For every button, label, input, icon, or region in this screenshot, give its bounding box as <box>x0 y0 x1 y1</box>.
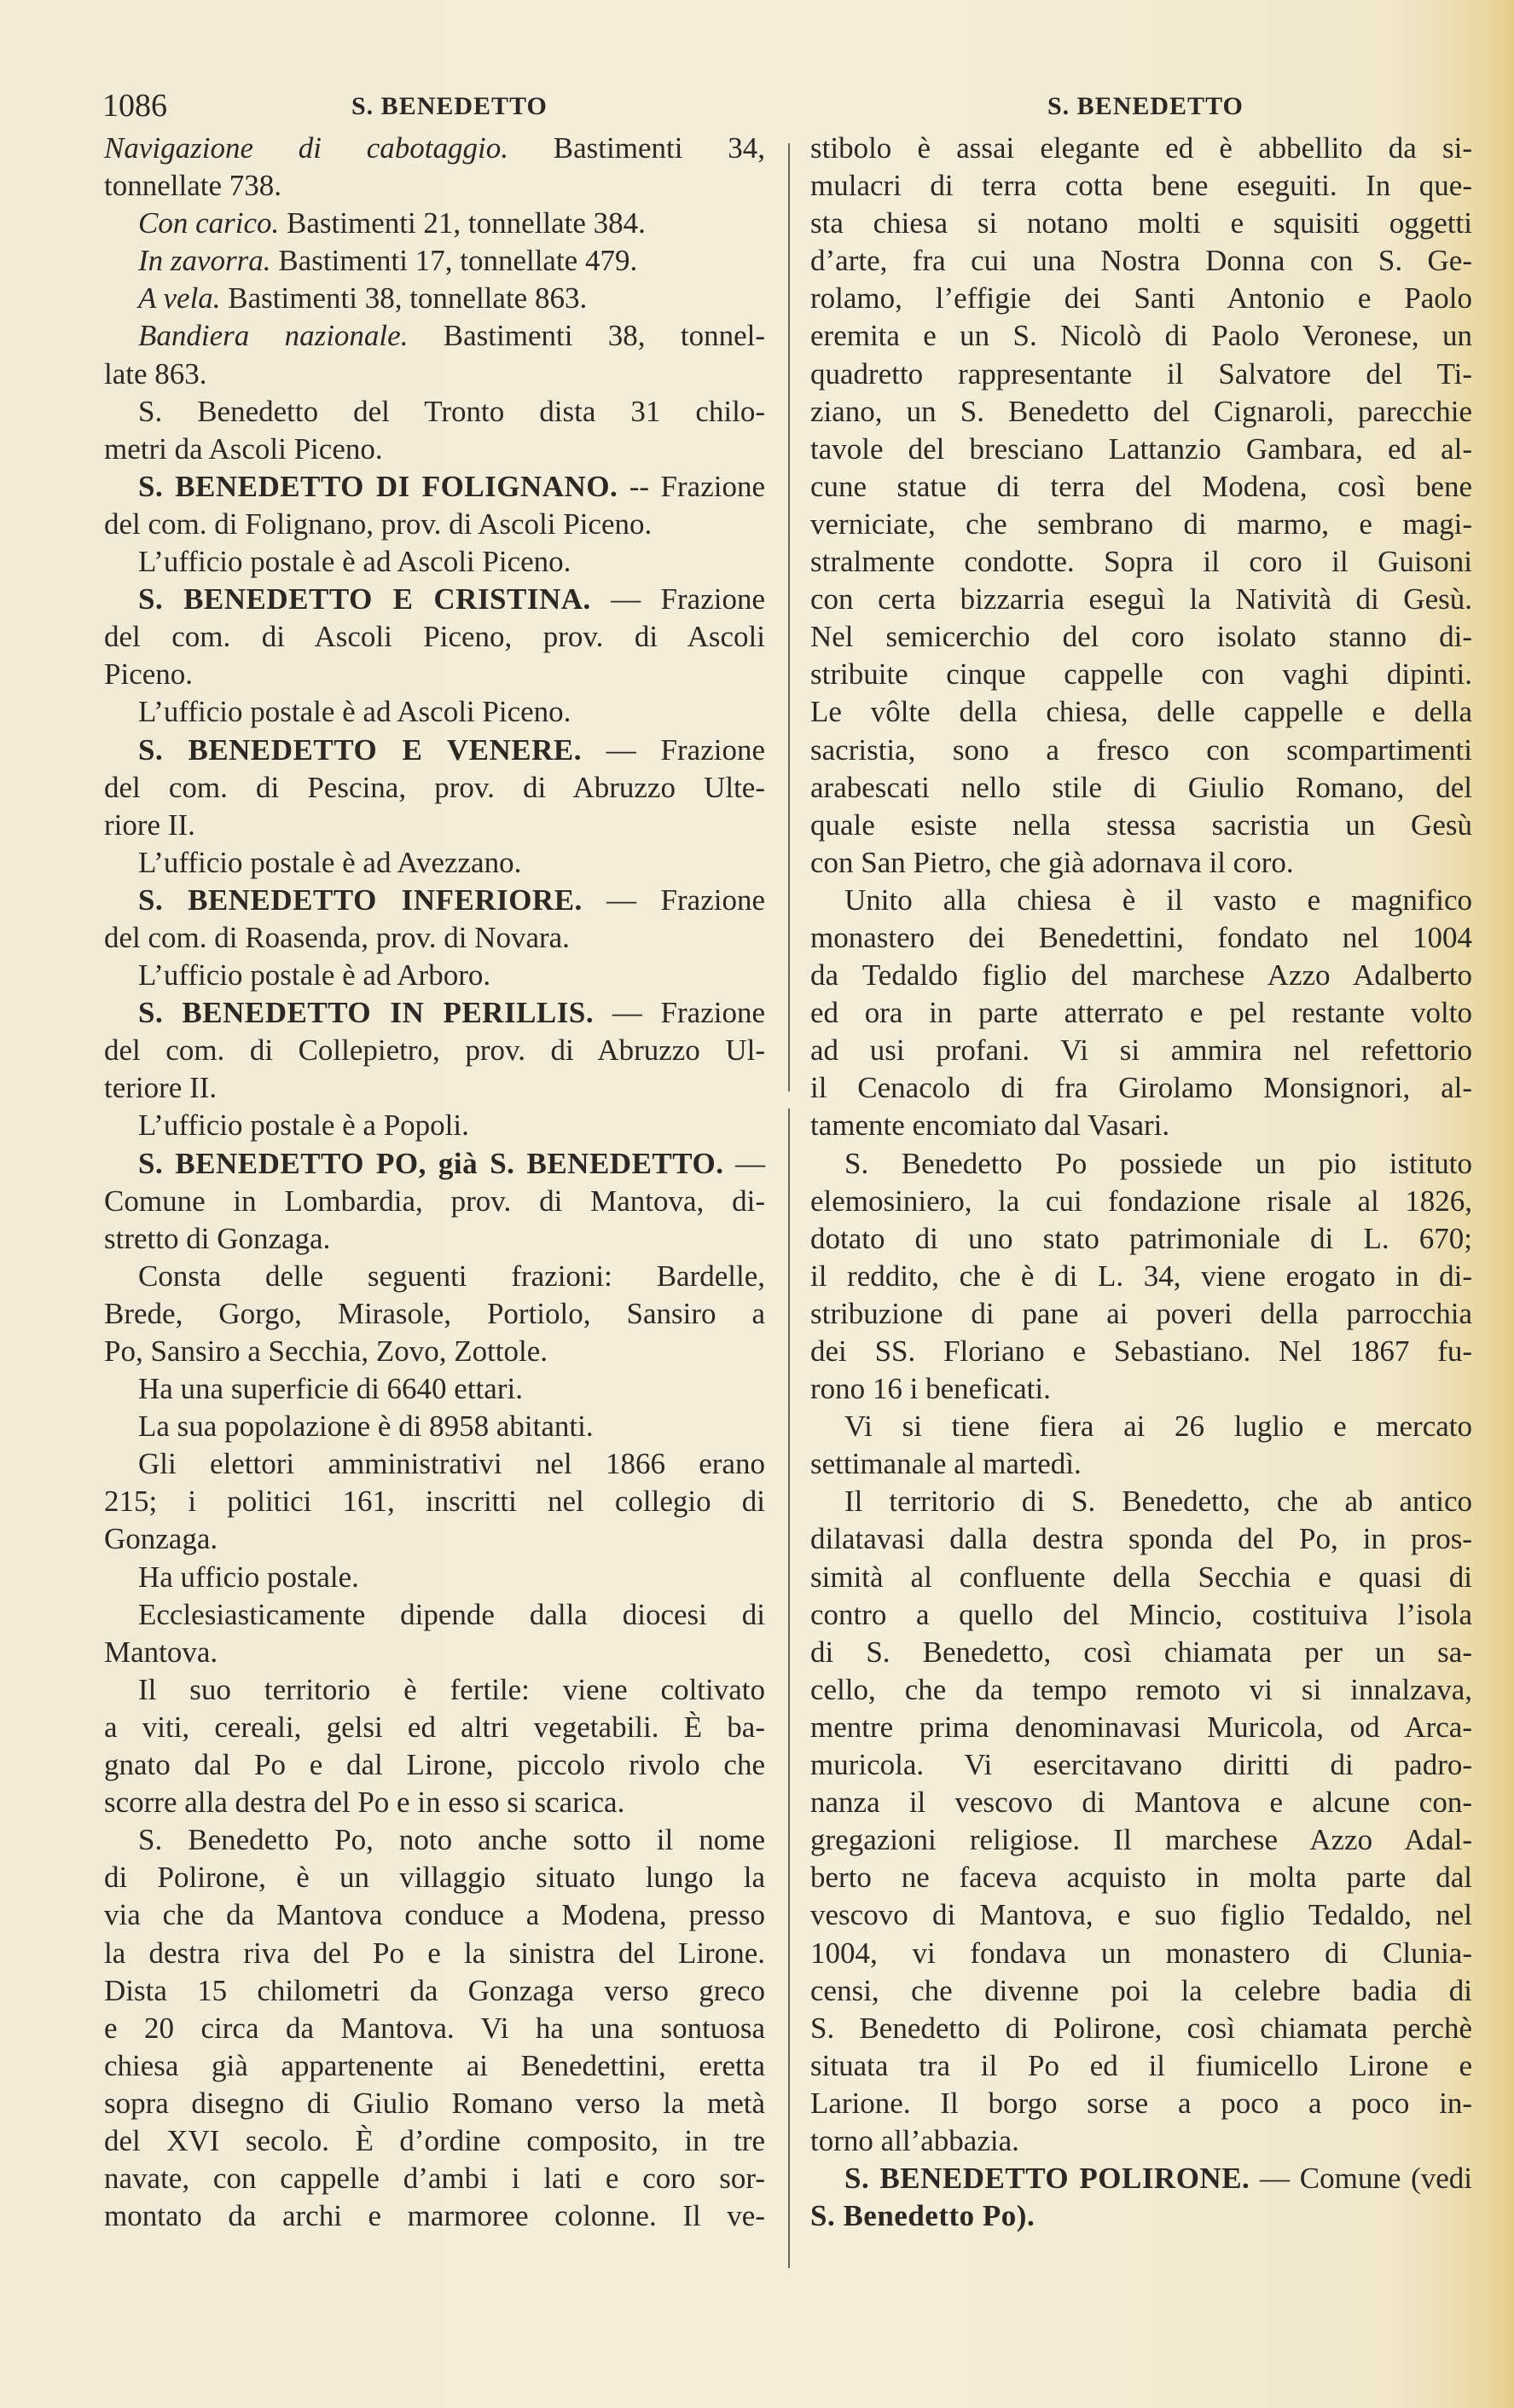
text: gnato dal Po e dal Lirone, piccolo rivolo che <box>104 1748 765 1782</box>
text: Le vôlte della chiesa, delle cappelle e della <box>810 695 1472 729</box>
text-line <box>810 2122 1472 2160</box>
text-line <box>104 543 765 581</box>
text-line <box>810 242 1472 280</box>
text-line <box>810 1671 1472 1709</box>
paragraph <box>104 280 765 317</box>
text-line <box>810 957 1472 994</box>
text: di S. Benedetto, così chiamata per un sa- <box>810 1635 1472 1669</box>
paragraph <box>810 1145 1472 1409</box>
paragraph <box>810 2160 1472 2235</box>
text-line <box>104 1069 765 1107</box>
text: — Frazione <box>594 996 765 1030</box>
text-line <box>810 1821 1472 1859</box>
text: gregazioni religiose. Il marchese Azzo Adal- <box>810 1823 1472 1857</box>
text-line <box>810 1859 1472 1896</box>
text-line <box>810 1709 1472 1746</box>
text: tonnellate 738. <box>104 169 282 203</box>
text-line <box>810 2160 1472 2197</box>
paragraph <box>104 581 765 693</box>
column-rule <box>788 171 790 1091</box>
text: Consta delle seguenti frazioni: Bardelle, <box>138 1259 765 1293</box>
text-line <box>104 1559 765 1596</box>
text-line <box>104 957 765 994</box>
text: Brede, Gorgo, Mirasole, Portiolo, Sansiro a <box>104 1296 765 1330</box>
text: tamente encomiato dal Vasari. <box>810 1108 1170 1143</box>
text: metri da Ascoli Piceno. <box>104 431 383 466</box>
text-line <box>810 543 1472 581</box>
text-line <box>104 356 765 393</box>
text: dei SS. Floriano e Sebastiano. Nel 1867 fu- <box>810 1334 1472 1368</box>
text-line <box>810 280 1472 317</box>
text-line <box>104 882 765 919</box>
text-line <box>810 506 1472 543</box>
entry-heading: S. BENEDETTO IN PERILLIS. <box>138 996 595 1030</box>
text: Bastimenti 34, <box>508 131 765 165</box>
text: del com. di Collepietro, prov. di Abruzzo Ul- <box>104 1033 765 1068</box>
text: torno all’abbazia. <box>810 2123 1019 2157</box>
text-line <box>104 581 765 618</box>
text-line <box>810 167 1472 205</box>
text-line <box>810 1069 1472 1107</box>
text-line <box>810 919 1472 957</box>
text-line <box>810 1896 1472 1934</box>
paragraph <box>104 1821 765 2235</box>
text-line <box>810 656 1472 693</box>
text-line <box>810 1333 1472 1370</box>
text-line <box>104 1183 765 1220</box>
text-line <box>104 1596 765 1634</box>
text: sacristia, sono a fresco con scompartimenti <box>810 732 1472 767</box>
text: 215; i politici 161, inscritti nel collegio di <box>104 1485 765 1519</box>
text-line <box>104 1821 765 1859</box>
text-line <box>104 1107 765 1144</box>
text: Unito alla chiesa è il vasto e magnifico <box>844 883 1472 917</box>
text: — <box>723 1146 766 1180</box>
text: Il territorio di S. Benedetto, che ab antico <box>844 1485 1472 1519</box>
text-line <box>104 1935 765 1972</box>
text: del com. di Pescina, prov. di Abruzzo Ulte- <box>104 770 765 804</box>
text: Bastimenti 17, tonnellate 479. <box>270 244 638 278</box>
paragraph <box>810 130 1472 882</box>
text: L’ufficio postale è ad Ascoli Piceno. <box>138 545 571 579</box>
text: e 20 circa da Mantova. Vi ha una sontuosa <box>104 2011 765 2045</box>
text-line <box>104 242 765 280</box>
text-line <box>810 618 1472 656</box>
italic-text: Con carico. <box>138 206 280 240</box>
text: nanza il vescovo di Mantova e alcune con- <box>810 1786 1472 1820</box>
text: Vi si tiene fiera ai 26 luglio e mercato <box>844 1409 1472 1444</box>
text: a viti, cereali, gelsi ed altri vegetabili. È ba- <box>104 1710 765 1744</box>
text: settimanale al martedì. <box>810 1447 1082 1481</box>
text: dilatavasi dalla destra sponda del Po, in pros- <box>810 1522 1472 1556</box>
text-line <box>104 2085 765 2122</box>
text-line <box>810 468 1472 506</box>
paragraph <box>104 1445 765 1558</box>
text-line <box>104 1445 765 1483</box>
text: Gli elettori amministrativi nel 1866 erano <box>138 1447 765 1481</box>
text-line <box>104 994 765 1032</box>
text: del com. di Ascoli Piceno, prov. di Ascoli <box>104 620 765 654</box>
text-line <box>810 1258 1472 1295</box>
text: muricola. Vi esercitavano diritti di padro- <box>810 1748 1472 1782</box>
text: mentre prima denominavasi Muricola, od Arca- <box>810 1710 1472 1744</box>
paragraph <box>810 1483 1472 2160</box>
text: sopra disegno di Giulio Romano verso la metà <box>104 2086 765 2120</box>
text: Po, Sansiro a Secchia, Zovo, Zottole. <box>104 1334 548 1368</box>
text-line <box>104 656 765 693</box>
text: L’ufficio postale è ad Arboro. <box>138 958 491 993</box>
text-line <box>104 468 765 506</box>
text: da Tedaldo figlio del marchese Azzo Adalberto <box>810 958 1472 993</box>
text: tavole del bresciano Lattanzio Gambara, ed al- <box>810 431 1472 466</box>
paragraph <box>104 1145 765 1258</box>
text: dotato di uno stato patrimoniale di L. 670; <box>810 1221 1472 1255</box>
text-line <box>810 1145 1472 1183</box>
text-line <box>104 1709 765 1746</box>
text-line <box>104 618 765 656</box>
text-line <box>104 844 765 882</box>
text-line <box>104 807 765 844</box>
italic-text: Navigazione di cabotaggio. <box>104 131 509 165</box>
text: con certa bizzarria eseguì la Natività di Gesù. <box>810 582 1472 616</box>
text: contro a quello del Mincio, costituiva l’isola <box>810 1597 1472 1631</box>
text-line <box>104 1784 765 1821</box>
text-line <box>810 205 1472 242</box>
text-line <box>810 2085 1472 2122</box>
text: montato da archi e marmoree colonne. Il ve- <box>104 2199 765 2233</box>
text: S. Benedetto del Tronto dista 31 chilo- <box>138 394 765 428</box>
right-column <box>810 130 1472 2235</box>
left-column <box>104 130 765 2235</box>
text: Dista 15 chilometri da Gonzaga verso greco <box>104 1973 765 2007</box>
text-line <box>810 882 1472 919</box>
text-line <box>104 1258 765 1295</box>
text: L’ufficio postale è ad Avezzano. <box>138 845 522 879</box>
text: Comune in Lombardia, prov. di Mantova, di- <box>104 1184 765 1218</box>
text-line <box>810 1520 1472 1558</box>
text-line <box>104 2010 765 2047</box>
text: late 863. <box>104 356 207 391</box>
paragraph <box>104 1596 765 1671</box>
text-line <box>104 317 765 355</box>
text: berto ne faceva acquisto in molta parte dal <box>810 1861 1472 1895</box>
text: S. Benedetto Po, noto anche sotto il nome <box>138 1823 765 1857</box>
text-line <box>810 2010 1472 2047</box>
paragraph <box>104 468 765 543</box>
text-line <box>810 1295 1472 1333</box>
text: eremita e un S. Nicolò di Paolo Veronese, un <box>810 319 1472 353</box>
text: verniciate, che sembrano di marmo, e magi- <box>810 506 1472 541</box>
text-line <box>810 732 1472 769</box>
text: la destra riva del Po e la sinistra del Lirone. <box>104 1936 765 1970</box>
text: quale esiste nella stessa sacristia un Gesù <box>810 807 1472 842</box>
text-line <box>104 1220 765 1258</box>
text-line <box>104 1370 765 1408</box>
text-line <box>104 130 765 167</box>
text: S. Benedetto Po possiede un pio istituto <box>844 1146 1472 1180</box>
text-line <box>104 205 765 242</box>
text: monastero dei Benedettini, fondato nel 1004 <box>810 920 1472 954</box>
text-line <box>810 1972 1472 2010</box>
text-line <box>104 431 765 468</box>
text-line <box>104 769 765 807</box>
text: 1004, vi fondava un monastero di Clunia- <box>810 1936 1472 1970</box>
paragraph <box>104 393 765 468</box>
text-line <box>810 1107 1472 1144</box>
text: riore II. <box>104 807 195 842</box>
text-line <box>810 1634 1472 1671</box>
text-line <box>810 1784 1472 1821</box>
text-line <box>104 919 765 957</box>
text: ad usi profani. Vi si ammira nel refettorio <box>810 1033 1472 1068</box>
text-line <box>104 280 765 317</box>
text: scorre alla destra del Po e in esso si scarica. <box>104 1786 625 1820</box>
text: Bastimenti 38, tonnel- <box>408 319 765 353</box>
paragraph <box>104 205 765 242</box>
italic-text: A vela. <box>138 281 221 315</box>
text-line <box>810 693 1472 731</box>
text-line <box>104 1859 765 1896</box>
text: — Frazione <box>582 883 765 917</box>
text-line <box>104 1671 765 1709</box>
text: del com. di Roasenda, prov. di Novara. <box>104 920 570 954</box>
text: vescovo di Mantova, e suo figlio Tedaldo, nel <box>810 1898 1472 1932</box>
text: elemosiniero, la cui fondazione risale al 1826, <box>810 1184 1472 1218</box>
paragraph <box>104 543 765 581</box>
paragraph <box>104 994 765 1107</box>
text-line <box>810 1445 1472 1483</box>
text: simità al confluente della Secchia e quasi di <box>810 1560 1472 1594</box>
text: cello, che da tempo remoto vi si innalzava, <box>810 1672 1472 1706</box>
text: La sua popolazione è di 8958 abitanti. <box>138 1409 594 1444</box>
text: sta chiesa si notano molti e squisiti oggetti <box>810 206 1472 240</box>
text-line <box>104 167 765 205</box>
text: Larione. Il borgo sorse a poco a poco in- <box>810 2086 1472 2120</box>
text-line <box>104 2160 765 2197</box>
text: Ecclesiasticamente dipende dalla diocesi di <box>138 1597 765 1631</box>
page-number: 1086 <box>102 88 167 124</box>
text-line <box>810 844 1472 882</box>
running-header-left: S. BENEDETTO <box>351 92 548 120</box>
text: — Frazione <box>582 732 765 767</box>
text-line <box>104 2122 765 2160</box>
text-line <box>810 317 1472 355</box>
text: Mantova. <box>104 1635 218 1669</box>
text: — Comune (vedi <box>1250 2162 1472 2196</box>
italic-text: Bandiera nazionale. <box>138 319 409 353</box>
entry-heading: S. BENEDETTO POLIRONE. <box>844 2162 1250 2196</box>
text: L’ufficio postale è ad Ascoli Piceno. <box>138 695 571 729</box>
text-line <box>810 393 1472 431</box>
text-line <box>810 1408 1472 1445</box>
text: del com. di Folignano, prov. di Ascoli Piceno. <box>104 506 653 541</box>
text: rolamo, l’effigie dei Santi Antonio e Paolo <box>810 281 1472 315</box>
text-line <box>810 1183 1472 1220</box>
text: stralmente condotte. Sopra il coro il Guisoni <box>810 545 1472 579</box>
text: S. Benedetto di Polirone, così chiamata perchè <box>810 2011 1472 2045</box>
paragraph <box>104 1258 765 1370</box>
entry-heading: S. BENEDETTO E CRISTINA. <box>138 582 591 616</box>
paragraph <box>104 242 765 280</box>
text-line <box>104 1145 765 1183</box>
paragraph <box>104 957 765 994</box>
paragraph <box>104 693 765 731</box>
text: stibolo è assai elegante ed è abbellito da si- <box>810 131 1472 165</box>
text: Ha una superficie di 6640 ettari. <box>138 1372 523 1406</box>
text-line <box>104 1032 765 1069</box>
paragraph <box>104 1559 765 1596</box>
text-line <box>810 2047 1472 2085</box>
text-line <box>104 2197 765 2235</box>
text-line <box>104 1746 765 1784</box>
text-line <box>810 431 1472 468</box>
text-line <box>810 1032 1472 1069</box>
text: stribuzione di pane ai poveri della parrocchia <box>810 1296 1472 1330</box>
text: d’arte, fra cui una Nostra Donna con S. Ge- <box>810 244 1472 278</box>
text: Bastimenti 38, tonnellate 863. <box>220 281 588 315</box>
text: situata tra il Po ed il fiumicello Lirone e <box>810 2048 1472 2082</box>
text: Il suo territorio è fertile: viene coltivato <box>138 1672 765 1706</box>
text: via che da Mantova conduce a Modena, presso <box>104 1898 765 1932</box>
text: Nel semicerchio del coro isolato stanno di- <box>810 620 1472 654</box>
text: rono 16 i beneficati. <box>810 1372 1051 1406</box>
text-line <box>810 807 1472 844</box>
text: Piceno. <box>104 657 194 692</box>
paragraph <box>104 882 765 957</box>
text-line <box>810 1370 1472 1408</box>
text-line <box>104 1520 765 1558</box>
text-line <box>104 1408 765 1445</box>
text: stretto di Gonzaga. <box>104 1221 331 1255</box>
text-line <box>810 994 1472 1032</box>
running-header-right: S. BENEDETTO <box>1047 92 1244 120</box>
paragraph <box>104 1408 765 1445</box>
entry-heading: S. Benedetto Po). <box>810 2199 1035 2233</box>
text-line <box>810 1746 1472 1784</box>
text-line <box>104 1896 765 1934</box>
text: — Frazione <box>590 582 765 616</box>
text-line <box>810 769 1472 807</box>
text: L’ufficio postale è a Popoli. <box>138 1108 469 1143</box>
text-line <box>104 1333 765 1370</box>
paragraph <box>104 732 765 844</box>
text: il Cenacolo di fra Girolamo Monsignori, al- <box>810 1071 1472 1105</box>
text: chiesa già appartenente ai Benedettini, eretta <box>104 2048 765 2082</box>
text: censi, che divenne poi la celebre badia di <box>810 1973 1472 2007</box>
text-line <box>104 1295 765 1333</box>
text: stribuite cinque cappelle con vaghi dipinti. <box>810 657 1472 692</box>
text: di Polirone, è un villaggio situato lungo la <box>104 1861 765 1895</box>
text-line <box>810 356 1472 393</box>
entry-heading: S. BENEDETTO E VENERE. <box>138 732 583 767</box>
text-line <box>810 1935 1472 1972</box>
text-line <box>104 1634 765 1671</box>
text: mulacri di terra cotta bene eseguiti. In que- <box>810 169 1472 203</box>
text: ziano, un S. Benedetto del Cignaroli, parecchie <box>810 394 1472 428</box>
text: ed ora in parte atterrato e pel restante volto <box>810 996 1472 1030</box>
entry-heading: S. BENEDETTO INFERIORE. <box>138 883 583 917</box>
text: Bastimenti 21, tonnellate 384. <box>279 206 646 240</box>
text-line <box>810 1596 1472 1634</box>
text-line <box>104 506 765 543</box>
paragraph <box>104 1370 765 1408</box>
text-line <box>104 1483 765 1520</box>
paragraph <box>104 130 765 205</box>
paragraph <box>810 1408 1472 1483</box>
text-line <box>810 1220 1472 1258</box>
text: cune statue di terra del Modena, così bene <box>810 469 1472 503</box>
paragraph <box>104 1107 765 1144</box>
text: del XVI secolo. È d’ordine composito, in tre <box>104 2123 765 2157</box>
text-line <box>104 732 765 769</box>
text-line <box>810 581 1472 618</box>
text: arabescati nello stile di Giulio Romano, del <box>810 770 1472 804</box>
text-line <box>810 2197 1472 2235</box>
text-line <box>104 1972 765 2010</box>
italic-text: In zavorra. <box>138 244 271 278</box>
paragraph <box>104 317 765 392</box>
text: teriore II. <box>104 1071 218 1105</box>
text: -- Frazione <box>618 469 765 503</box>
column-rule <box>788 1108 790 2268</box>
text-line <box>810 1559 1472 1596</box>
entry-heading: S. BENEDETTO DI FOLIGNANO. <box>138 469 618 503</box>
text-line <box>810 130 1472 167</box>
text-line <box>104 2047 765 2085</box>
text: Ha ufficio postale. <box>138 1560 359 1594</box>
text: quadretto rappresentante il Salvatore del Ti- <box>810 356 1472 391</box>
paragraph <box>104 1671 765 1821</box>
paragraph <box>104 844 765 882</box>
text-line <box>104 393 765 431</box>
entry-heading: S. BENEDETTO PO, già S. BENEDETTO. <box>138 1146 724 1180</box>
paragraph <box>810 882 1472 1145</box>
text: Gonzaga. <box>104 1522 218 1556</box>
text: con San Pietro, che già adornava il coro. <box>810 845 1294 879</box>
text-line <box>104 693 765 731</box>
text-line <box>810 1483 1472 1520</box>
text: navate, con cappelle d’ambi i lati e coro sor- <box>104 2162 765 2196</box>
text: il reddito, che è di L. 34, viene erogato in di- <box>810 1259 1472 1293</box>
